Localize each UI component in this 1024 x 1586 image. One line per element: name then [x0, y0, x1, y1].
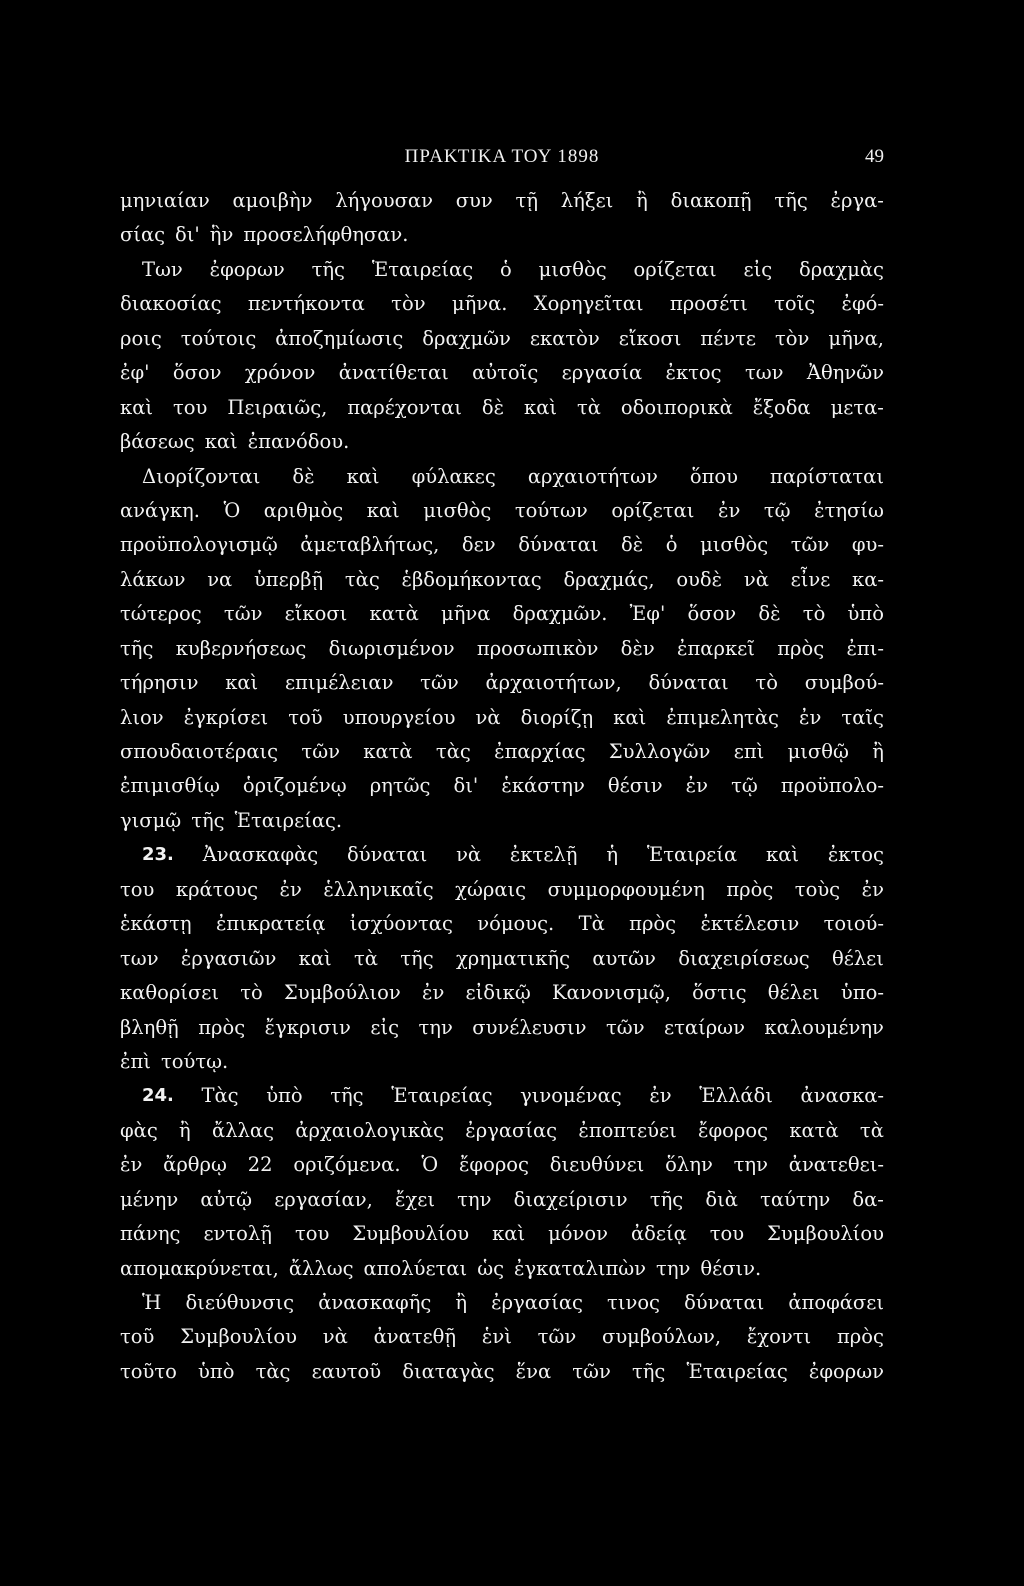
text-line: τοῦτο ὑπὸ τὰς εαυτοῦ διαταγὰς ἕνα τῶν τῆς Ἑταιρείας ἐφορων [120, 1359, 884, 1383]
text-line: σίας δι' ἣν προσελήφθησαν. [120, 223, 409, 247]
text-line: καὶ του Πειραιῶς, παρέχονται δὲ καὶ τὰ οδοιπορικὰ ἔξοδα μετα- [120, 395, 884, 419]
text-line: 23. Ἀνασκαφὰς δύναται νὰ ἐκτελῇ ἡ Ἑταιρεία καὶ ἐκτος [120, 838, 884, 872]
text-line: του κράτους ἐν ἑλληνικαῖς χώραις συμμορφουμένη πρὸς τοὺς ἐν [120, 877, 884, 901]
text-line: Διορίζονται δὲ καὶ φύλακες αρχαιοτήτων ὅπου παρίσταται [142, 464, 884, 488]
text-line: ἐπὶ τούτῳ. [120, 1049, 229, 1073]
text-line: Ἡ διεύθυνσις ἀνασκαφῆς ἢ ἐργασίας τινος δύναται ἀποφάσει [142, 1291, 884, 1314]
text-line: μένην αὐτῷ εργασίαν, ἔχει την διαχείρισιν τῆς διὰ ταύτην δα- [120, 1187, 884, 1211]
text-line: ἑκάστῃ ἐπικρατείᾳ ἰσχύοντας νόμους. Τὰ πρὸς ἐκτέλεσιν τοιού- [120, 912, 884, 936]
text-line: απομακρύνεται, ἄλλως απολύεται ὡς ἐγκαταλιπὼν την θέσιν. [120, 1256, 762, 1280]
text-line: ἐν ἄρθρῳ 22 οριζόμενα. Ὁ ἔφορος διευθύνει ὅλην την ἀνατεθει- [120, 1153, 884, 1177]
text-line: Των ἐφορων τῆς Ἑταιρείας ὁ μισθὸς ορίζεται εἰς δραχμὰς [142, 257, 884, 281]
text-line: των ἐργασιῶν καὶ τὰ τῆς χρηματικῆς αυτῶν διαχειρίσεως θέλει [120, 946, 884, 970]
text-line: προϋπολογισμῷ ἀμεταβλήτως, δεν δύναται δὲ ὁ μισθὸς τῶν φυ- [120, 533, 884, 557]
text-line: ἐφ' ὅσον χρόνον ἀνατίθεται αὐτοῖς εργασία ἐκτος των Ἀθηνῶν [120, 361, 884, 385]
text-line: τοῦ Συμβουλίου νὰ ἀνατεθῇ ἑνὶ τῶν συμβούλων, ἔχοντι πρὸς [120, 1325, 884, 1349]
body-text [120, 184, 884, 1389]
page-number: 49 [865, 146, 884, 167]
running-head [120, 146, 884, 176]
text-line: τήρησιν καὶ επιμέλειαν τῶν ἀρχαιοτήτων, δύναται τὸ συμβού- [120, 671, 884, 695]
text-line: διακοσίας πεντήκοντα τὸν μῆνα. Χορηγεῖται προσέτι τοῖς ἐφό- [120, 292, 884, 316]
running-title: ΠΡΑΚΤΙΚΑ ΤΟΥ 1898 [404, 146, 600, 167]
text-line: μηνιαίαν αμοιβὴν λήγουσαν συν τῇ λήξει ἢ διακοπῇ τῆς ἐργα- [120, 189, 884, 212]
text-line: τώτερος τῶν εἴκοσι κατὰ μῆνα δραχμῶν. Ἐφ' ὅσον δὲ τὸ ὑπὸ [120, 602, 884, 626]
text-line: ανάγκη. Ὁ αριθμὸς καὶ μισθὸς τούτων ορίζεται ἐν τῷ ἐτησίω [120, 498, 884, 522]
text-line: καθορίσει τὸ Συμβούλιον ἐν εἰδικῷ Κανονισμῷ, ὅστις θέλει ὑπο- [120, 981, 884, 1005]
section-number: 24. [142, 1085, 174, 1107]
text-line: ἐπιμισθίῳ ὁριζομένῳ ρητῶς δι' ἑκάστην θέσιν ἐν τῷ προϋπολο- [120, 774, 884, 798]
text-line: φὰς ἢ ἄλλας ἀρχαιολογικὰς ἐργασίας ἐποπτεύει ἔφορος κατὰ τὰ [120, 1118, 884, 1142]
text-line: λιον ἐγκρίσει τοῦ υπουργείου νὰ διορίζῃ καὶ ἐπιμελητὰς ἐν ταῖς [120, 705, 884, 729]
text-line: πάνης εντολῇ του Συμβουλίου καὶ μόνον ἀδείᾳ του Συμβουλίου [120, 1222, 884, 1246]
text-line: βάσεως καὶ ἐπανόδου. [120, 430, 350, 454]
text-line: σπουδαιοτέραις τῶν κατὰ τὰς ἐπαρχίας Συλλογῶν επὶ μισθῷ ἢ [120, 740, 884, 763]
text-line: λάκων να ὑπερβῇ τὰς ἑβδομήκοντας δραχμάς, ουδὲ νὰ εἶνε κα- [120, 567, 884, 591]
text-line: βληθῇ πρὸς ἔγκρισιν εἰς την συνέλευσιν τῶν εταίρων καλουμένην [120, 1015, 884, 1039]
text-line: γισμῷ τῆς Ἑταιρείας. [120, 808, 343, 832]
text-line: ροις τούτοις ἀποζημίωσις δραχμῶν εκατὸν εἴκοσι πέντε τὸν μῆνα, [120, 326, 884, 350]
section-number: 23. [142, 844, 174, 866]
text-line: 24. Τὰς ὑπὸ τῆς Ἑταιρείας γινομένας ἐν Ἑλλάδι ἀνασκα- [120, 1079, 884, 1113]
text-line: τῆς κυβερνήσεως διωρισμένον προσωπικὸν δὲν ἐπαρκεῖ πρὸς ἐπι- [120, 636, 884, 660]
